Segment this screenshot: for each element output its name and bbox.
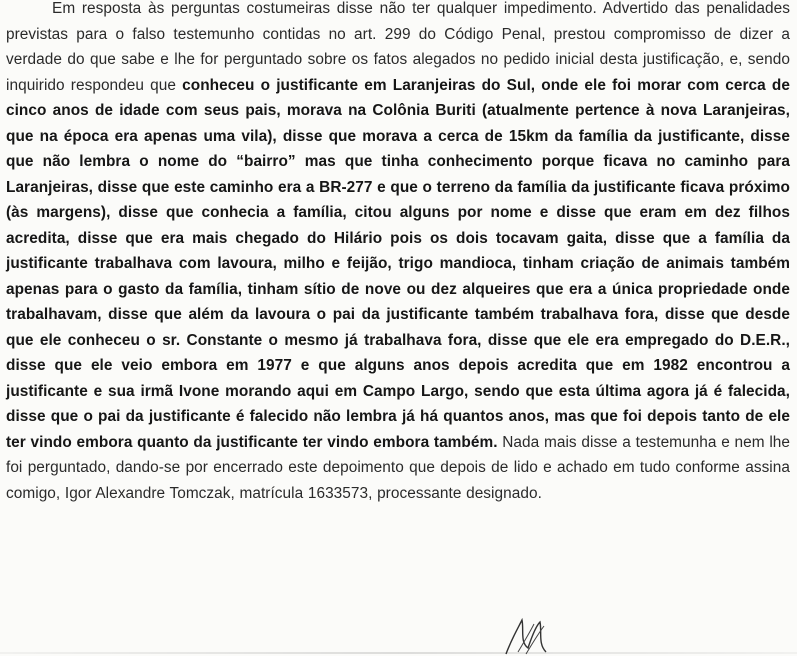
page-bottom-edge — [0, 652, 797, 654]
testimony-bold-text: conheceu o justificante em Laranjeiras do Sul, onde ele foi morar com cerca de cinco anos de idade com seus pais, morava na Colônia Buriti (atualmente pertence à nova Laranjeiras, que na época era apenas uma vila), disse que morava a cerca de 15km da família da justificante, disse que não lembra o nome do “bairro” mas que tinha conhecimento porque ficava no caminho para Laranjeiras, disse que este caminho era a BR-277 e que o terreno da família da justificante ficava próximo (às margens), disse que conhecia a família, citou alguns por nome e disse que eram em dez filhos acredita, disse que era mais chegado do Hilário pois os dois tocavam gaita, disse que a família da justificante trabalhava com lavoura, milho e feijão, trigo mandioca, tinham criação de animais também apenas para o gasto da família, tinham sítio de nove ou dez alqueires que era a única propriedade onde trabalhavam, disse que além da lavoura o pai da justificante também trabalhava fora, disse que desde que ele conheceu o sr. Constante o mesmo já trabalhava fora, disse que ele era empregado do D.E.R., disse que ele veio embora em 1977 e que alguns anos depois acredita que em 1982 encontrou a justificante e sua irmã Ivone morando aqui em Campo Largo, sendo que esta última agora já é falecida, disse que o pai da justificante é falecido não lembra já há quantos anos, mas que foi depois tanto de ele ter vindo embora quanto da justificante ter vindo embora também. — [6, 76, 790, 451]
deposition-paragraph — [6, 0, 790, 506]
handwritten-signature-icon — [498, 618, 578, 656]
paragraph-intro-text: Em resposta às perguntas costumeiras disse não ter qualquer impedimento. Advertido das penalidades previstas para o falso testemunho contidas no art. 299 do Código Penal, prestou compromisso de dizer a verdade do que sabe e lhe for perguntado sobre os fatos alegados no pedido inicial desta justificação, e, sendo inquirido respondeu que — [6, 0, 790, 94]
paragraph-closing-text: Nada mais disse a testemunha e nem lhe foi perguntado, dando-se por encerrado este depoimento que depois de lido e achado em tudo conforme assina comigo, Igor Alexandre Tomczak, matrícula 1633573, processante designado. — [6, 433, 791, 502]
